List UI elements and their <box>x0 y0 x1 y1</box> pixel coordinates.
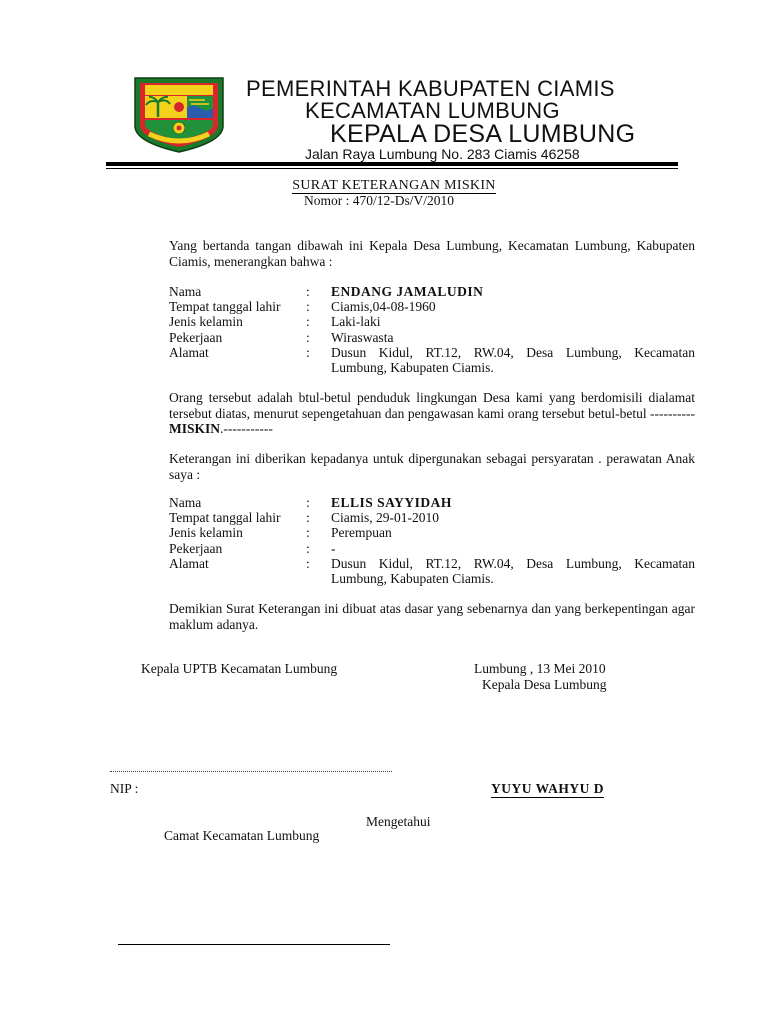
field-row <box>169 495 695 510</box>
field-row <box>169 556 695 586</box>
field-label: Nama <box>169 495 202 510</box>
field-colon: : <box>306 299 310 315</box>
statement-miskin: MISKIN <box>169 421 221 436</box>
field-colon: : <box>306 329 310 345</box>
field-colon: : <box>306 314 310 330</box>
nip-label: NIP : <box>110 781 139 796</box>
letterhead-government: PEMERINTAH KABUPATEN CIAMIS <box>246 76 615 101</box>
field-row <box>169 284 695 299</box>
statement-text: Orang tersebut adalah btul-betul penduduk lingkungan Desa kami yang berdomisili dialamat tersebut diatas, menurut sepengetahuan dan pengawasan kami orang tersebut betul-betul ---------- <box>169 390 695 421</box>
person2-occupation: - <box>331 540 336 556</box>
letterhead-rule-thin <box>106 168 678 169</box>
statement-dashes: .----------- <box>220 421 273 436</box>
person1-fields <box>169 284 695 375</box>
letterhead-address: Jalan Raya Lumbung No. 283 Ciamis 46258 <box>305 146 580 162</box>
place-date: Lumbung , 13 Mei 2010 <box>474 661 606 676</box>
field-label: Pekerjaan <box>169 329 223 345</box>
letterhead-district: KECAMATAN LUMBUNG <box>305 98 560 123</box>
camat-title: Camat Kecamatan Lumbung <box>164 828 320 843</box>
closing-paragraph: Demikian Surat Keterangan ini dibuat atas dasar yang sebenarnya dan yang berkepentingan agar maklum adanya. <box>169 601 695 632</box>
field-label: Jenis kelamin <box>169 314 243 330</box>
field-row <box>169 314 695 329</box>
person1-birth: Ciamis,04-08-1960 <box>331 299 436 315</box>
person2-address: Dusun Kidul, RT.12, RW.04, Desa Lumbung, Kecamatan Lumbung, Kabupaten Ciamis. <box>331 555 695 587</box>
regency-crest-icon <box>131 72 227 154</box>
document-number: Nomor : 470/12-Ds/V/2010 <box>304 193 454 208</box>
field-row <box>169 525 695 540</box>
field-label: Alamat <box>169 555 209 571</box>
field-label: Nama <box>169 284 202 299</box>
field-colon: : <box>306 344 310 360</box>
person1-name: ENDANG JAMALUDIN <box>331 284 484 299</box>
intro-paragraph: Yang bertanda tangan dibawah ini Kepala Desa Lumbung, Kecamatan Lumbung, Kabupaten Ciamis, menerangkan bahwa : <box>169 238 695 269</box>
right-signatory-title: Kepala Desa Lumbung <box>482 677 607 692</box>
field-row <box>169 510 695 525</box>
document-title: SURAT KETERANGAN MISKIN <box>292 178 496 193</box>
person1-occupation: Wiraswasta <box>331 329 394 345</box>
statement-paragraph <box>169 390 695 437</box>
field-colon: : <box>306 495 310 510</box>
field-row <box>169 541 695 556</box>
right-signatory-name: YUYU WAHYU D <box>491 781 605 796</box>
person2-fields <box>169 495 695 586</box>
field-colon: : <box>306 525 310 541</box>
person2-name: ELLIS SAYYIDAH <box>331 495 452 510</box>
letterhead-village-head: KEPALA DESA LUMBUNG <box>330 120 636 148</box>
left-signatory-title: Kepala UPTB Kecamatan Lumbung <box>141 661 338 676</box>
person2-gender: Perempuan <box>331 525 392 541</box>
person2-birth: Ciamis, 29-01-2010 <box>331 510 439 526</box>
left-signature-dotted-line <box>110 770 392 772</box>
field-label: Tempat tanggal lahir <box>169 299 281 315</box>
field-colon: : <box>306 555 310 571</box>
field-colon: : <box>306 510 310 526</box>
field-row <box>169 299 695 314</box>
field-label: Alamat <box>169 344 209 360</box>
field-label: Tempat tanggal lahir <box>169 510 281 526</box>
letterhead-rule-thick <box>106 162 678 166</box>
field-row <box>169 330 695 345</box>
person1-address: Dusun Kidul, RT.12, RW.04, Desa Lumbung, Kecamatan Lumbung, Kabupaten Ciamis. <box>331 344 695 376</box>
camat-signature-line <box>118 944 390 945</box>
field-label: Pekerjaan <box>169 540 223 556</box>
field-colon: : <box>306 540 310 556</box>
purpose-paragraph: Keterangan ini diberikan kepadanya untuk dipergunakan sebagai persyaratan . perawatan Anak saya : <box>169 451 695 482</box>
mengetahui-label: Mengetahui <box>366 814 431 829</box>
field-label: Jenis kelamin <box>169 525 243 541</box>
field-row <box>169 345 695 375</box>
field-colon: : <box>306 284 310 299</box>
person1-gender: Laki-laki <box>331 314 381 330</box>
